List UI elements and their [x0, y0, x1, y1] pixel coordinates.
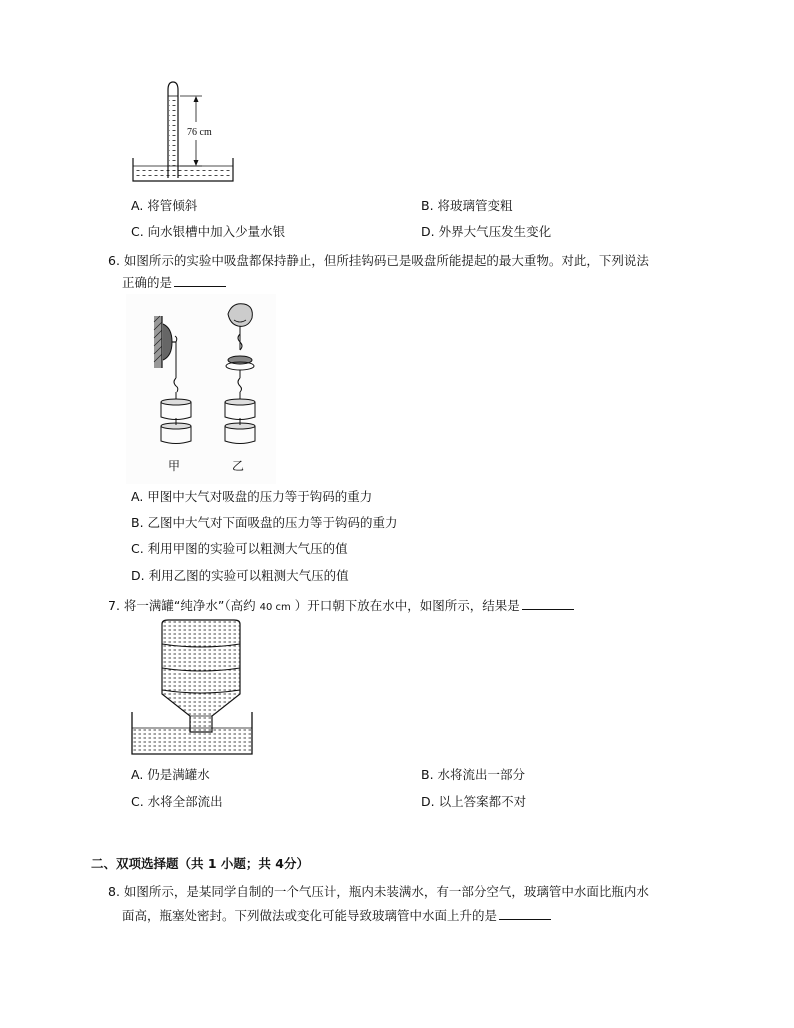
q7-option-a[interactable]: A. 仍是满罐水: [131, 767, 210, 782]
suction-cup-figure: [126, 294, 276, 484]
figure-label-left: 甲: [168, 459, 181, 473]
height-value: 40 cm: [259, 602, 291, 613]
q6-option-a[interactable]: A. 甲图中大气对吸盘的压力等于钩码的重力: [131, 489, 373, 504]
answer-blank[interactable]: [522, 597, 574, 610]
q6-option-b[interactable]: B. 乙图中大气对下面吸盘的压力等于钩码的重力: [131, 515, 398, 530]
q7-option-b[interactable]: B. 水将流出一部分: [421, 767, 526, 782]
q7-option-c[interactable]: C. 水将全部流出: [131, 794, 223, 809]
figure-label-right: 乙: [232, 459, 245, 473]
q8-stem-line1: 8. 如图所示，是某同学自制的一个气压计，瓶内未装满水，有一部分空气，玻璃管中水面比瓶内水: [108, 884, 649, 899]
q5-option-b[interactable]: B. 将玻璃管变粗: [421, 198, 513, 213]
answer-blank[interactable]: [174, 274, 226, 287]
section-heading: 二、双项选择题（共 1 小题；共 4分）: [91, 856, 309, 871]
answer-blank[interactable]: [499, 907, 551, 920]
water-bottle-figure: [128, 616, 256, 758]
q6-stem-line2: 正确的是: [122, 274, 226, 291]
q5-option-a[interactable]: A. 将管倾斜: [131, 198, 198, 213]
q8-stem-line2: 面高，瓶塞处密封。下列做法或变化可能导致玻璃管中水面上升的是: [122, 907, 551, 924]
q6-option-d[interactable]: D. 利用乙图的实验可以粗测大气压的值: [131, 568, 349, 583]
q7-option-d[interactable]: D. 以上答案都不对: [421, 794, 527, 809]
q5-option-c[interactable]: C. 向水银槽中加入少量水银: [131, 224, 286, 239]
q5-option-d[interactable]: D. 外界大气压发生变化: [421, 224, 552, 239]
height-label: 76 cm: [187, 127, 212, 138]
q7-stem: 7. 将一满罐“纯净水”（高约 40 cm ）开口朝下放在水中，如图所示，结果是: [108, 597, 574, 616]
q6-stem-line1: 6. 如图所示的实验中吸盘都保持静止，但所挂钩码已是吸盘所能提起的最大重物。对此，下列说法: [108, 253, 649, 268]
q6-option-c[interactable]: C. 利用甲图的实验可以粗测大气压的值: [131, 541, 348, 556]
torricelli-tube-figure: [130, 78, 240, 188]
